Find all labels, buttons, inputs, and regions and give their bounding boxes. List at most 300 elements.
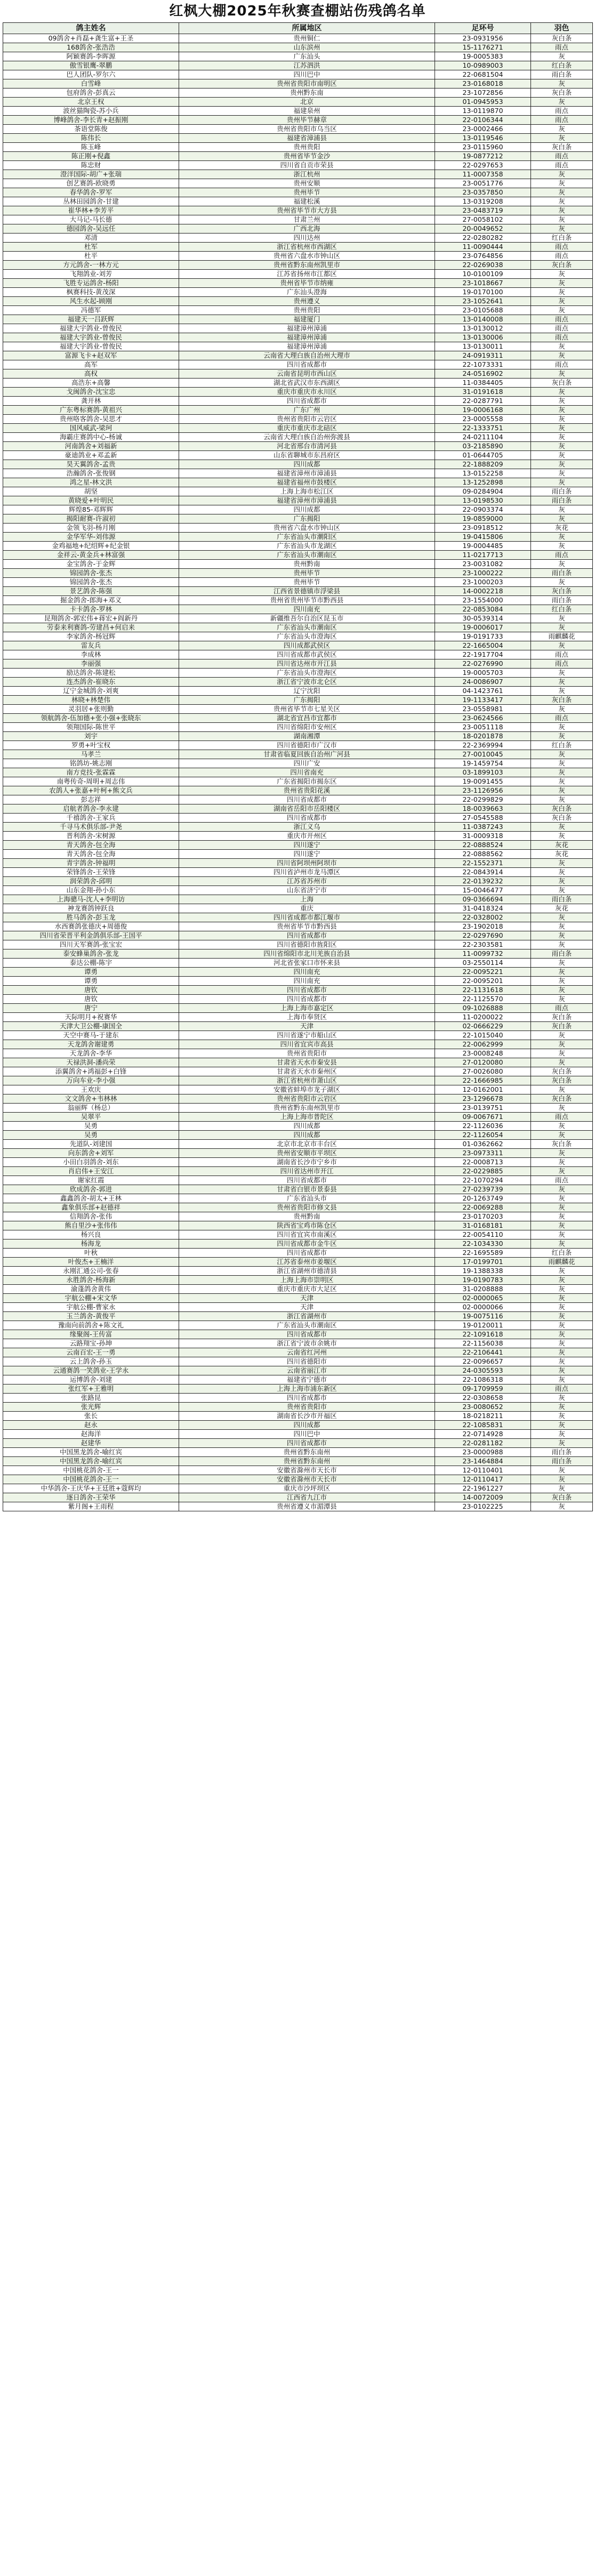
cell-owner: 陈忠财 xyxy=(3,161,179,170)
table-row xyxy=(3,107,593,116)
cell-ring-number: 22-1091618 xyxy=(435,1330,531,1339)
cell-region: 四川成都 xyxy=(179,1122,435,1131)
cell-color: 灰 xyxy=(531,1267,593,1276)
cell-color: 灰 xyxy=(531,859,593,868)
cell-ring-number: 22-0297690 xyxy=(435,931,531,940)
cell-region: 甘肃省天水市秦安县 xyxy=(179,1058,435,1067)
cell-ring-number: 22-1125570 xyxy=(435,995,531,1004)
injured-pigeon-table xyxy=(3,22,593,1511)
cell-ring-number: 22-0069288 xyxy=(435,1203,531,1212)
cell-color: 雨点 xyxy=(531,152,593,161)
cell-color: 灰 xyxy=(531,705,593,714)
cell-region: 四川省泸州市龙马潭区 xyxy=(179,868,435,877)
cell-color: 灰 xyxy=(531,52,593,61)
cell-region: 天津 xyxy=(179,1294,435,1303)
cell-owner: 神龙赛鸽钟跃良 xyxy=(3,904,179,913)
cell-region: 四川省绵阳市北川羌族自治县 xyxy=(179,949,435,959)
cell-region: 广东省汕头市潮南区 xyxy=(179,1321,435,1330)
cell-ring-number: 19-0877212 xyxy=(435,152,531,161)
table-row xyxy=(3,134,593,143)
cell-color: 雨点 xyxy=(531,116,593,125)
cell-owner: 王欢庆 xyxy=(3,1085,179,1094)
cell-ring-number: 23-0051776 xyxy=(435,179,531,188)
table-row xyxy=(3,669,593,678)
cell-region: 新疆维吾尔自治区昆玉市 xyxy=(179,614,435,623)
cell-owner: 高浩东+高馨 xyxy=(3,379,179,388)
cell-ring-number: 11-0090444 xyxy=(435,243,531,252)
table-row xyxy=(3,70,593,79)
cell-color: 灰 xyxy=(531,188,593,197)
cell-region: 贵州黔南 xyxy=(179,560,435,569)
header-region: 所属地区 xyxy=(179,23,435,34)
cell-ring-number: 13-0130011 xyxy=(435,342,531,351)
table-row xyxy=(3,949,593,959)
cell-owner: 谢家红霞 xyxy=(3,1176,179,1185)
cell-color: 灰 xyxy=(531,1085,593,1094)
table-row xyxy=(3,369,593,379)
cell-color: 灰 xyxy=(531,1339,593,1348)
cell-owner: 豫南向前鸽舍+陈文礼 xyxy=(3,1321,179,1330)
cell-ring-number: 13-0140008 xyxy=(435,315,531,324)
cell-owner: 黄晓爱+叶明民 xyxy=(3,496,179,505)
table-row xyxy=(3,596,593,605)
table-row xyxy=(3,98,593,107)
cell-region: 甘肃省临夏回族自治州广河县 xyxy=(179,750,435,759)
cell-region: 四川省成都市 xyxy=(179,986,435,995)
cell-owner: 云通赛鸽一笑鸽业-王学永 xyxy=(3,1366,179,1375)
cell-owner: 云路翔宝-孙坤 xyxy=(3,1339,179,1348)
cell-owner: 高权 xyxy=(3,369,179,379)
cell-color: 灰白条 xyxy=(531,34,593,43)
cell-owner: 白雪峰 xyxy=(3,79,179,88)
cell-color: 灰 xyxy=(531,968,593,977)
cell-color: 灰 xyxy=(531,505,593,514)
cell-region: 四川省成都市 xyxy=(179,360,435,369)
cell-color: 灰白条 xyxy=(531,88,593,98)
cell-region: 四川省南充 xyxy=(179,768,435,777)
cell-ring-number: 19-0075116 xyxy=(435,1312,531,1321)
cell-ring-number: 23-0357850 xyxy=(435,188,531,197)
cell-color: 灰 xyxy=(531,678,593,687)
cell-owner: 鑫鑫鸽舍-胡太+王林 xyxy=(3,1194,179,1203)
table-row xyxy=(3,406,593,415)
cell-region: 贵州省安顺市平坝区 xyxy=(179,1149,435,1158)
cell-ring-number: 11-0099732 xyxy=(435,949,531,959)
cell-color: 灰 xyxy=(531,623,593,632)
cell-ring-number: 23-0080652 xyxy=(435,1403,531,1412)
cell-owner: 揭阳耐赛-许淑初 xyxy=(3,514,179,524)
cell-color: 雨点 xyxy=(531,107,593,116)
cell-region: 四川省成都市武侯区 xyxy=(179,650,435,659)
table-row xyxy=(3,52,593,61)
cell-owner: 鑫象俱乐部+赵德祥 xyxy=(3,1203,179,1212)
cell-color: 灰 xyxy=(531,1330,593,1339)
table-row xyxy=(3,306,593,315)
table-row xyxy=(3,1085,593,1094)
cell-owner: 宇航公棚+宋文华 xyxy=(3,1294,179,1303)
table-row xyxy=(3,34,593,43)
cell-region: 上海市奉贤区 xyxy=(179,1013,435,1022)
cell-owner: 中国黑龙鸽舍-喻红宾 xyxy=(3,1457,179,1466)
cell-ring-number: 14-0002218 xyxy=(435,587,531,596)
table-row xyxy=(3,569,593,578)
cell-ring-number: 19-0190783 xyxy=(435,1276,531,1285)
cell-color: 雨麒麟花 xyxy=(531,632,593,641)
cell-ring-number: 22-0299829 xyxy=(435,795,531,804)
cell-color: 灰 xyxy=(531,1185,593,1194)
cell-region: 山东滨州 xyxy=(179,43,435,52)
cell-color: 灰 xyxy=(531,98,593,107)
table-row xyxy=(3,333,593,342)
table-row xyxy=(3,768,593,777)
cell-owner: 南粤传奇-周明+周志伟 xyxy=(3,777,179,786)
cell-owner: 巴人团队-罗尔六 xyxy=(3,70,179,79)
cell-region: 四川省达州市开江县 xyxy=(179,659,435,669)
cell-color: 雨白条 xyxy=(531,1457,593,1466)
cell-region: 广东广州 xyxy=(179,406,435,415)
table-row xyxy=(3,786,593,795)
cell-color: 灰 xyxy=(531,342,593,351)
cell-region: 四川遂宁 xyxy=(179,850,435,859)
cell-owner: 向东鸽舍+刘军 xyxy=(3,1149,179,1158)
table-row xyxy=(3,351,593,360)
cell-owner: 昆翔鸽舍-郭宏伟+蒋宏+阎新丹 xyxy=(3,614,179,623)
cell-owner: 万向车业-李小强 xyxy=(3,1076,179,1085)
cell-region: 四川省成都市 xyxy=(179,931,435,940)
table-row xyxy=(3,1294,593,1303)
table-row xyxy=(3,224,593,234)
cell-region: 浙江省宁波市余姚市 xyxy=(179,1339,435,1348)
cell-owner: 晋利鸽舍-宋树源 xyxy=(3,832,179,841)
cell-owner: 李成林 xyxy=(3,650,179,659)
cell-owner: 千寻马术俱乐部-尹尧 xyxy=(3,823,179,832)
table-row xyxy=(3,533,593,542)
table-row xyxy=(3,1493,593,1502)
header-ring-number: 足环号 xyxy=(435,23,531,34)
cell-ring-number: 30-0539314 xyxy=(435,614,531,623)
table-row xyxy=(3,1022,593,1031)
cell-ring-number: 22-0269038 xyxy=(435,261,531,270)
cell-ring-number: 22-0229885 xyxy=(435,1167,531,1176)
cell-color: 雨点 xyxy=(531,1004,593,1013)
cell-region: 贵州省黔东南州 xyxy=(179,1448,435,1457)
cell-owner: 铭鸽坊-姚志刚 xyxy=(3,759,179,768)
cell-region: 安徽省蚌埠市龙子湖区 xyxy=(179,1085,435,1094)
cell-color: 雨白条 xyxy=(531,596,593,605)
cell-owner: 熊自里沙+张伟伟 xyxy=(3,1221,179,1230)
table-row xyxy=(3,116,593,125)
cell-region: 贵州毕节 xyxy=(179,188,435,197)
cell-owner: 渝蓬鸽舍黄伟 xyxy=(3,1285,179,1294)
cell-color: 灰 xyxy=(531,922,593,931)
table-row xyxy=(3,587,593,596)
cell-ring-number: 22-0096657 xyxy=(435,1357,531,1366)
page-title: 红枫大棚2025年秋赛查棚站伤残鸽名单 xyxy=(169,3,426,19)
cell-owner: 中华鸽舍-王庆华+王廷胜+蔻辉均 xyxy=(3,1484,179,1493)
cell-region: 贵州省毕节市黔西县 xyxy=(179,922,435,931)
cell-owner: 福建大宇鸽业-曾俊民 xyxy=(3,324,179,333)
table-row xyxy=(3,814,593,823)
cell-ring-number: 13-0119870 xyxy=(435,107,531,116)
cell-region: 四川成都 xyxy=(179,460,435,469)
table-row xyxy=(3,850,593,859)
table-row xyxy=(3,324,593,333)
table-row xyxy=(3,1013,593,1022)
table-row xyxy=(3,1475,593,1484)
cell-owner: 玉兰鸽舍-黄俊平 xyxy=(3,1312,179,1321)
table-row xyxy=(3,514,593,524)
cell-color: 灰 xyxy=(531,723,593,732)
cell-color: 灰 xyxy=(531,1203,593,1212)
table-row xyxy=(3,1357,593,1366)
cell-color: 雨点 xyxy=(531,161,593,170)
cell-ring-number: 22-1888209 xyxy=(435,460,531,469)
cell-ring-number: 13-0130006 xyxy=(435,333,531,342)
cell-ring-number: 22-0095221 xyxy=(435,968,531,977)
table-row xyxy=(3,1067,593,1076)
table-row xyxy=(3,61,593,70)
cell-color: 灰 xyxy=(531,940,593,949)
cell-color: 灰花 xyxy=(531,904,593,913)
cell-ring-number: 22-0062999 xyxy=(435,1040,531,1049)
cell-region: 浙江省杭州市西湖区 xyxy=(179,243,435,252)
cell-color: 灰 xyxy=(531,578,593,587)
cell-region: 广东揭阳 xyxy=(179,514,435,524)
cell-ring-number: 12-0162001 xyxy=(435,1085,531,1094)
cell-ring-number: 22-2106441 xyxy=(435,1348,531,1357)
table-row xyxy=(3,1094,593,1104)
cell-region: 上海上海市松江区 xyxy=(179,487,435,496)
cell-owner: 中国桃花鸽舍-王一 xyxy=(3,1466,179,1475)
cell-region: 贵州省毕节市纳雍 xyxy=(179,279,435,288)
cell-region: 福建省宁德市 xyxy=(179,1375,435,1384)
cell-ring-number: 13-1252898 xyxy=(435,478,531,487)
cell-region: 浙江义乌 xyxy=(179,823,435,832)
cell-region: 贵州省六盘水市钟山区 xyxy=(179,524,435,533)
cell-owner: 青宇鸽舍-钟福明 xyxy=(3,859,179,868)
table-row xyxy=(3,1230,593,1239)
cell-region: 福建省福州市鼓楼区 xyxy=(179,478,435,487)
table-row xyxy=(3,632,593,641)
cell-region: 湖南湘潭 xyxy=(179,732,435,741)
cell-color: 灰 xyxy=(531,977,593,986)
cell-ring-number: 22-0681504 xyxy=(435,70,531,79)
cell-color: 灰 xyxy=(531,931,593,940)
cell-region: 贵州省贵阳市乌当区 xyxy=(179,125,435,134)
cell-ring-number: 13-0319208 xyxy=(435,197,531,206)
cell-region: 贵州省贵阳市 xyxy=(179,1403,435,1412)
cell-owner: 邓清 xyxy=(3,234,179,243)
cell-owner: 风生水起-顾刚 xyxy=(3,297,179,306)
cell-owner: 天禄洪洞-潘尚荣 xyxy=(3,1058,179,1067)
cell-ring-number: 22-0139232 xyxy=(435,877,531,886)
cell-ring-number: 12-0110417 xyxy=(435,1475,531,1484)
cell-owner: 青天鸽舍-包全海 xyxy=(3,841,179,850)
cell-color: 灰 xyxy=(531,514,593,524)
cell-color: 灰花 xyxy=(531,524,593,533)
cell-ring-number: 15-0046477 xyxy=(435,886,531,895)
cell-ring-number: 22-0853084 xyxy=(435,605,531,614)
cell-owner: 天龙鸽舍谢建勇 xyxy=(3,1040,179,1049)
cell-region: 贵州铜仁 xyxy=(179,34,435,43)
cell-color: 灰 xyxy=(531,351,593,360)
table-row xyxy=(3,922,593,931)
cell-color: 红白条 xyxy=(531,1249,593,1258)
cell-owner: 创艺赛鸽-欧晓勇 xyxy=(3,179,179,188)
table-row xyxy=(3,940,593,949)
table-row xyxy=(3,1049,593,1058)
table-row xyxy=(3,342,593,351)
cell-region: 贵州毕节 xyxy=(179,578,435,587)
cell-ring-number: 22-1126036 xyxy=(435,1122,531,1131)
table-row xyxy=(3,623,593,632)
cell-region: 四川广安 xyxy=(179,759,435,768)
table-row xyxy=(3,1221,593,1230)
cell-region: 四川省成都市 xyxy=(179,795,435,804)
cell-color: 灰 xyxy=(531,1348,593,1357)
cell-region: 四川省宜宾市高县 xyxy=(179,1040,435,1049)
cell-region: 四川省成都市 xyxy=(179,1249,435,1258)
cell-ring-number: 31-0418324 xyxy=(435,904,531,913)
cell-color: 灰 xyxy=(531,1230,593,1239)
cell-ring-number: 23-0102225 xyxy=(435,1502,531,1511)
cell-owner: 谭勇 xyxy=(3,977,179,986)
table-row xyxy=(3,215,593,224)
cell-region: 河北省张家口市怀来县 xyxy=(179,959,435,968)
cell-ring-number: 22-1126054 xyxy=(435,1131,531,1140)
cell-owner: 杨兴良 xyxy=(3,1230,179,1239)
cell-ring-number: 27-0239739 xyxy=(435,1185,531,1194)
table-row xyxy=(3,1040,593,1049)
cell-owner: 鸿之星-林文洪 xyxy=(3,478,179,487)
cell-ring-number: 11-0387243 xyxy=(435,823,531,832)
cell-region: 福建泉州 xyxy=(179,107,435,116)
table-row xyxy=(3,1394,593,1403)
cell-owner: 杜军 xyxy=(3,243,179,252)
cell-ring-number: 13-0130012 xyxy=(435,324,531,333)
cell-owner: 赵建华 xyxy=(3,1439,179,1448)
cell-color: 灰白条 xyxy=(531,804,593,814)
cell-color: 雨点 xyxy=(531,324,593,333)
cell-region: 北京 xyxy=(179,98,435,107)
cell-color: 灰 xyxy=(531,79,593,88)
cell-color: 灰 xyxy=(531,1031,593,1040)
cell-region: 四川南充 xyxy=(179,605,435,614)
cell-color: 灰 xyxy=(531,424,593,433)
cell-color: 灰花 xyxy=(531,850,593,859)
cell-owner: 上海骢马-沈人+李明访 xyxy=(3,895,179,904)
table-row xyxy=(3,1276,593,1285)
table-row xyxy=(3,315,593,324)
cell-owner: 雷友兵 xyxy=(3,641,179,650)
cell-owner: 润荣鸽舍-邱明 xyxy=(3,877,179,886)
cell-region: 重庆市沙坪坝区 xyxy=(179,1484,435,1493)
cell-owner: 福建大宇鸽业-曾俊民 xyxy=(3,333,179,342)
cell-color: 灰白条 xyxy=(531,696,593,705)
table-row xyxy=(3,1176,593,1185)
table-row xyxy=(3,1076,593,1085)
cell-ring-number: 22-1666985 xyxy=(435,1076,531,1085)
table-row xyxy=(3,478,593,487)
cell-owner: 先道队-刘建国 xyxy=(3,1140,179,1149)
cell-owner: 翁丽辉（杨总） xyxy=(3,1104,179,1113)
cell-color: 雨白条 xyxy=(531,569,593,578)
table-row xyxy=(3,877,593,886)
cell-region: 贵州省贵州毕节市黔西县 xyxy=(179,596,435,605)
cell-color: 灰 xyxy=(531,1221,593,1230)
cell-ring-number: 23-0000988 xyxy=(435,1448,531,1457)
cell-ring-number: 04-1423761 xyxy=(435,687,531,696)
cell-color: 雨白条 xyxy=(531,949,593,959)
cell-owner: 傲雪银鹰-翠鹏 xyxy=(3,61,179,70)
cell-ring-number: 19-0006168 xyxy=(435,406,531,415)
cell-owner: 农鸽人+张嘉+叶柯+熊文兵 xyxy=(3,786,179,795)
cell-region: 四川省自贡市荣县 xyxy=(179,161,435,170)
cell-ring-number: 18-0039663 xyxy=(435,804,531,814)
cell-region: 广东省汕头市潮阳区 xyxy=(179,533,435,542)
table-row xyxy=(3,931,593,940)
table-row xyxy=(3,705,593,714)
cell-color: 灰 xyxy=(531,868,593,877)
table-row xyxy=(3,1330,593,1339)
cell-color: 灰 xyxy=(531,995,593,1004)
cell-color: 灰 xyxy=(531,206,593,215)
cell-ring-number: 31-0208888 xyxy=(435,1285,531,1294)
cell-color: 灰 xyxy=(531,1158,593,1167)
cell-color: 灰 xyxy=(531,1058,593,1067)
cell-color: 灰 xyxy=(531,1412,593,1421)
cell-color: 灰 xyxy=(531,451,593,460)
cell-color: 灰 xyxy=(531,959,593,968)
cell-color: 灰 xyxy=(531,750,593,759)
cell-owner: 冯德军 xyxy=(3,306,179,315)
table-row xyxy=(3,777,593,786)
cell-region: 贵州安顺 xyxy=(179,179,435,188)
table-row xyxy=(3,687,593,696)
cell-ring-number: 22-1086318 xyxy=(435,1375,531,1384)
cell-region: 贵州遵义 xyxy=(179,297,435,306)
cell-owner: 谭勇 xyxy=(3,968,179,977)
cell-ring-number: 19-0006017 xyxy=(435,623,531,632)
cell-region: 四川省成都市 xyxy=(179,1176,435,1185)
cell-ring-number: 22-0276990 xyxy=(435,659,531,669)
table-row xyxy=(3,841,593,850)
cell-owner: 张红军+王雅明 xyxy=(3,1384,179,1394)
cell-color: 雨点 xyxy=(531,650,593,659)
cell-owner: 包府鸽舍-彭真云 xyxy=(3,88,179,98)
cell-color: 灰 xyxy=(531,125,593,134)
cell-region: 广东汕头澄海 xyxy=(179,288,435,297)
cell-region: 广东揭阳 xyxy=(179,696,435,705)
cell-color: 灰 xyxy=(531,786,593,795)
cell-color: 雨白条 xyxy=(531,487,593,496)
cell-color: 灰 xyxy=(531,669,593,678)
cell-owner: 千禧鸽舍-王家兵 xyxy=(3,814,179,823)
cell-ring-number: 22-0281182 xyxy=(435,1439,531,1448)
table-row xyxy=(3,1239,593,1249)
cell-color: 灰 xyxy=(531,1475,593,1484)
table-row xyxy=(3,243,593,252)
cell-color: 灰 xyxy=(531,1131,593,1140)
cell-owner: 德园鸽舍-吴远任 xyxy=(3,224,179,234)
table-row xyxy=(3,859,593,868)
cell-owner: 福建大宇鸽业-曾俊民 xyxy=(3,342,179,351)
cell-color: 灰 xyxy=(531,1394,593,1403)
cell-region: 福建漳州漳浦 xyxy=(179,342,435,351)
cell-region: 上海上海市崇明区 xyxy=(179,1276,435,1285)
cell-ring-number: 11-0217713 xyxy=(435,551,531,560)
table-row xyxy=(3,868,593,877)
